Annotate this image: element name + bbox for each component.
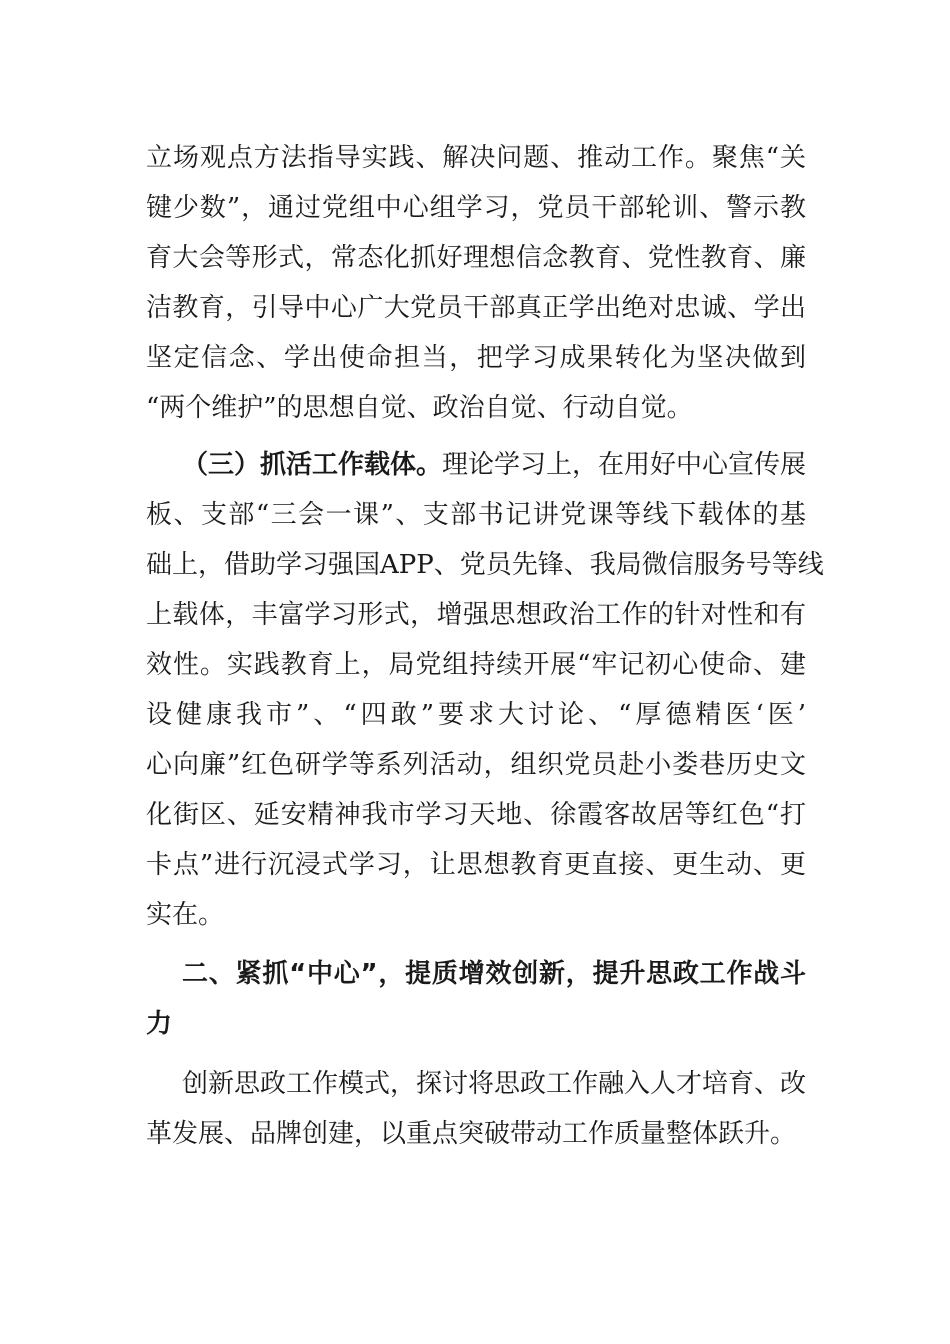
body-text-line: 设健康我市”、“四敢”要求大讨论、“厚德精医‘医’ (146, 700, 806, 730)
body-text-line: 洁教育，引导中心广大党员干部真正学出绝对忠诚、学出 (146, 293, 806, 323)
body-text-line: 实在。 (146, 900, 225, 930)
body-text-line: 础上，借助学习强国APP、党员先锋、我局微信服务号等线 (146, 550, 824, 580)
section-heading: 力 (146, 1009, 173, 1039)
body-text-line: 创新思政工作模式，探讨将思政工作融入人才培育、改 (182, 1069, 807, 1099)
subsection-first-line (146, 448, 806, 482)
subsection-heading: （三）抓活工作载体。 (182, 450, 443, 480)
body-text-line: 卡点”进行沉浸式学习，让思想教育更直接、更生动、更 (146, 850, 806, 880)
body-text-line: 键少数”，通过党组中心组学习，党员干部轮训、警示教 (146, 193, 806, 223)
body-text-line: 育大会等形式，常态化抓好理想信念教育、党性教育、廉 (146, 243, 806, 273)
body-text-line: 坚定信念、学出使命担当，把学习成果转化为坚决做到 (146, 343, 806, 373)
section-heading: 二、紧抓“中心”，提质增效创新，提升思政工作战斗 (182, 959, 806, 989)
body-text: 理论学习上，在用好中心宣传展 (442, 450, 807, 480)
body-text-line: 上载体，丰富学习形式，增强思想政治工作的针对性和有 (146, 600, 806, 630)
body-text-line: 革发展、品牌创建，以重点突破带动工作质量整体跃升。 (146, 1119, 797, 1149)
body-text-line: 化街区、延安精神我市学习天地、徐霞客故居等红色“打 (146, 800, 806, 830)
body-text-line: “两个维护”的思想自觉、政治自觉、行动自觉。 (146, 393, 693, 423)
body-text-line: 心向廉”红色研学等系列活动，组织党员赴小娄巷历史文 (146, 750, 806, 780)
body-text-line: 效性。实践教育上，局党组持续开展“牢记初心使命、建 (146, 650, 806, 680)
body-text-line: 立场观点方法指导实践、解决问题、推动工作。聚焦“关 (146, 143, 806, 173)
body-text-line: 板、支部“三会一课”、支部书记讲党课等线下载体的基 (146, 500, 806, 530)
